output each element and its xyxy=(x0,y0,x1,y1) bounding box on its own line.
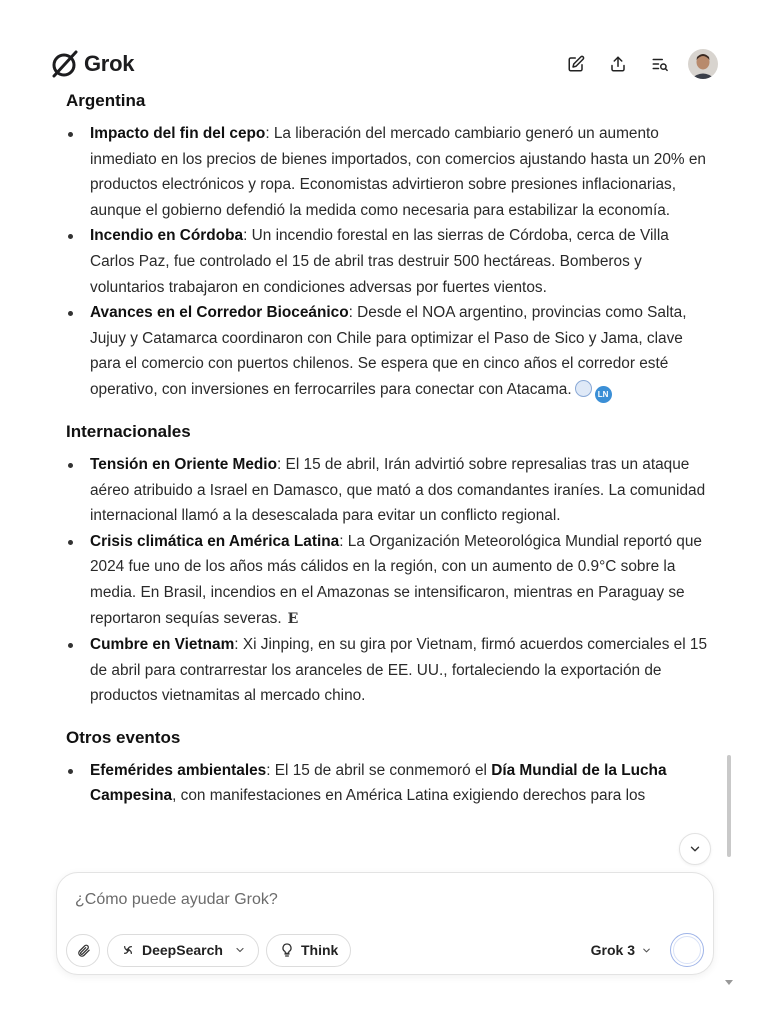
item-heading: Tensión en Oriente Medio xyxy=(90,455,277,473)
top-bar xyxy=(0,0,768,90)
item-text: : El 15 de abril, Irán advirtió sobre represalias tras un ataque aéreo atribuido a Israel en Damasco, que mató a dos comandantes iraníes. La comunidad internacional llamó a la desescalada para evitar un conflicto regional. xyxy=(90,455,706,525)
item-emphasis: Día Mundial de la Lucha Campesina xyxy=(90,761,667,805)
item-heading: Avances en el Corredor Bioceánico xyxy=(90,304,349,322)
source-icon[interactable]: LN xyxy=(595,386,612,403)
item-heading: Incendio en Córdoba xyxy=(90,227,244,245)
chevron-down-icon[interactable] xyxy=(234,944,246,956)
section-title-internacionales: Internacionales xyxy=(66,421,191,441)
section-title-otros-eventos: Otros eventos xyxy=(66,727,181,747)
paperclip-icon xyxy=(76,943,91,958)
internacionales-list xyxy=(66,452,712,709)
item-text: : Xi Jinping, en su gira por Vietnam, firmó acuerdos comerciales el 15 de abril para contrarrestar los aranceles de EE. UU., fortaleciendo la exportación de productos vietnamitas al mercado chino. xyxy=(90,636,708,705)
item-heading: Efemérides ambientales xyxy=(90,761,267,779)
edit-icon xyxy=(567,55,585,73)
grok-logo-icon xyxy=(48,48,80,80)
item-heading: Impacto del fin del cepo xyxy=(90,125,266,142)
source-icon[interactable] xyxy=(575,380,592,397)
grok-logo[interactable] xyxy=(48,48,134,80)
source-icon[interactable]: E xyxy=(287,610,299,627)
deepsearch-label: DeepSearch xyxy=(142,942,223,958)
list-item xyxy=(66,632,712,709)
user-avatar[interactable] xyxy=(688,49,718,79)
item-text: : La liberación del mercado cambiario generó un aumento inmediato en los precios de bienes importados, con comercios ajustando hasta un 20% en productos electrónicos y ropa. Economistas advirtieron sobre presiones inflacionarias, aunque el gobierno defendió la medida como necesaria para estabilizar la economía. xyxy=(90,125,706,219)
deepsearch-icon xyxy=(120,942,136,958)
chevron-down-icon xyxy=(641,945,652,956)
otros-eventos-list xyxy=(66,758,712,809)
search-history-icon xyxy=(651,55,669,73)
scrollbar-thumb[interactable] xyxy=(727,755,731,857)
section-title-argentina: Argentina xyxy=(66,91,146,110)
scroll-to-bottom-button[interactable] xyxy=(679,833,711,865)
composer-toolbar xyxy=(66,933,704,967)
scrollbar-down-arrow-icon[interactable] xyxy=(725,980,733,985)
think-button[interactable] xyxy=(266,934,351,967)
list-item xyxy=(66,529,712,632)
list-item xyxy=(66,452,712,529)
item-text: : Un incendio forestal en las sierras de Córdoba, cerca de Villa Carlos Paz, fue controlado el 15 de abril tras destruir 500 hectáreas. Bomberos y voluntarios trabajaron en condiciones adversas por fuertes vientos. xyxy=(90,227,669,296)
list-item xyxy=(66,223,712,300)
send-button[interactable] xyxy=(670,933,704,967)
list-item xyxy=(66,758,712,809)
item-text: : El 15 de abril se conmemoró el xyxy=(266,761,492,779)
chat-response xyxy=(66,88,712,809)
argentina-list xyxy=(66,121,712,403)
item-text: : Desde el NOA argentino, provincias como Salta, Jujuy y Catamarca coordinaron con Chile para optimizar el Paso de Sico y Jama, clave para el comercio con puertos chilenos. Se espera que en cinco años el corredor esté operativo, con inversiones en ferrocarriles para conectar con Atacama. xyxy=(90,304,687,398)
item-text: : La Organización Meteorológica Mundial reportó que 2024 fue uno de los años más cálidos en la región, con un aumento de 0.9°C sobre la media. En Brasil, incendios en el Amazonas se intensificaron, mientras en Paraguay se reportaron sequías severas. xyxy=(90,532,702,627)
model-selector[interactable] xyxy=(591,942,652,958)
model-label: Grok 3 xyxy=(590,942,635,958)
message-input[interactable]: ¿Cómo puede ayudar Grok? xyxy=(75,891,278,908)
think-label: Think xyxy=(301,942,339,958)
lightbulb-icon xyxy=(279,942,295,958)
item-heading: Crisis climática en América Latina xyxy=(90,532,340,550)
item-text: , con manifestaciones en América Latina exigiendo derechos para los xyxy=(172,787,646,805)
share-button[interactable] xyxy=(602,48,634,80)
app-name: Grok xyxy=(84,51,135,76)
deepsearch-button[interactable] xyxy=(107,934,259,967)
list-item xyxy=(66,300,712,403)
message-composer xyxy=(56,872,714,975)
chevron-down-icon xyxy=(688,842,702,856)
attach-button[interactable] xyxy=(66,934,100,967)
share-icon xyxy=(609,55,627,73)
item-heading: Cumbre en Vietnam xyxy=(90,636,235,654)
avatar-icon xyxy=(688,49,718,79)
history-search-button[interactable] xyxy=(644,48,676,80)
new-chat-button[interactable] xyxy=(560,48,592,80)
list-item xyxy=(66,121,712,223)
